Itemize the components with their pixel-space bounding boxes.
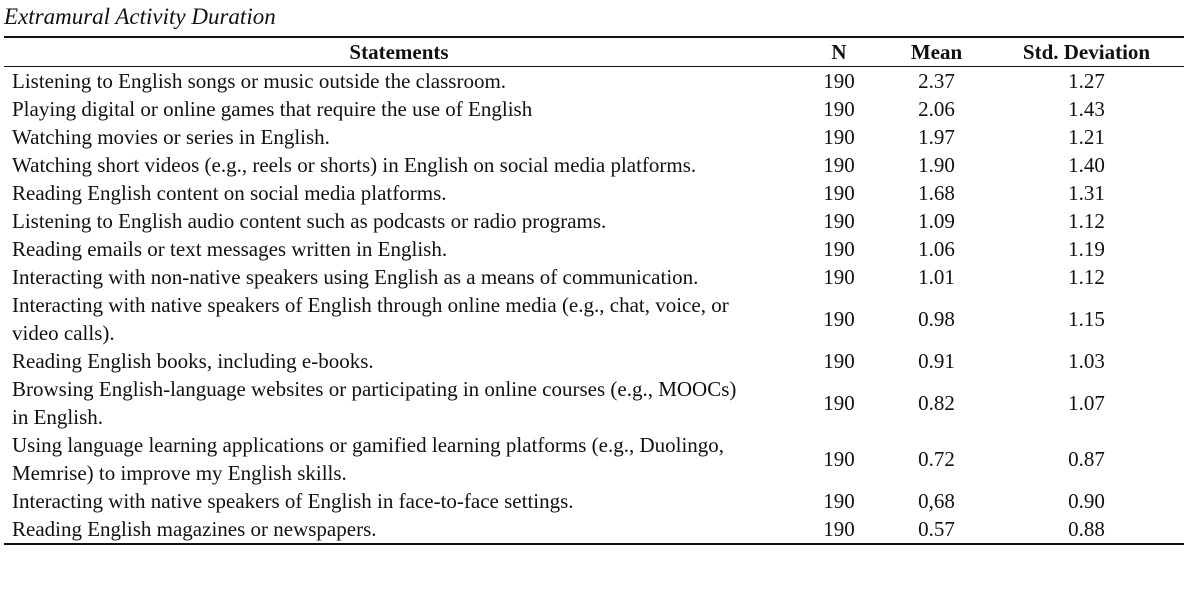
n-cell: 190 bbox=[823, 489, 855, 513]
mean-cell: 0.57 bbox=[918, 517, 955, 541]
mean-cell: 0.91 bbox=[918, 349, 955, 373]
statement-cell: Interacting with non-native speakers using English as a means of communication. bbox=[12, 265, 699, 289]
table-row bbox=[4, 123, 1184, 151]
table-row bbox=[4, 151, 1184, 179]
statistics-table bbox=[4, 36, 1184, 545]
sd-cell: 1.43 bbox=[1068, 97, 1105, 121]
n-cell: 190 bbox=[823, 349, 855, 373]
statement-cell: Reading English content on social media platforms. bbox=[12, 181, 447, 205]
sd-cell: 1.03 bbox=[1068, 349, 1105, 373]
table-body bbox=[4, 67, 1184, 545]
statement-cell: Playing digital or online games that require the use of English bbox=[12, 97, 533, 121]
table-caption: Extramural Activity Duration bbox=[4, 4, 276, 29]
n-cell: 190 bbox=[823, 237, 855, 261]
table-row bbox=[4, 67, 1184, 96]
sd-cell: 1.07 bbox=[1068, 391, 1105, 415]
header-n: N bbox=[831, 40, 847, 64]
sd-cell: 1.19 bbox=[1068, 237, 1105, 261]
table-header bbox=[4, 37, 1184, 67]
sd-cell: 1.21 bbox=[1068, 125, 1105, 149]
n-cell: 190 bbox=[823, 307, 855, 331]
mean-cell: 1.09 bbox=[918, 209, 955, 233]
n-cell: 190 bbox=[823, 517, 855, 541]
statement-cell: Listening to English audio content such as podcasts or radio programs. bbox=[12, 209, 607, 233]
sd-cell: 1.31 bbox=[1068, 181, 1105, 205]
statement-cell: Interacting with native speakers of English through online media (e.g., chat, voice, or video calls). bbox=[12, 293, 729, 345]
sd-cell: 1.12 bbox=[1068, 265, 1105, 289]
n-cell: 190 bbox=[823, 391, 855, 415]
sd-cell: 0.88 bbox=[1068, 517, 1105, 541]
mean-cell: 1.01 bbox=[918, 265, 955, 289]
n-cell: 190 bbox=[823, 97, 855, 121]
statement-cell: Reading English books, including e-books. bbox=[12, 349, 374, 373]
header-row bbox=[4, 37, 1184, 67]
table-row bbox=[4, 431, 1184, 487]
statement-cell: Watching short videos (e.g., reels or shorts) in English on social media platforms. bbox=[12, 153, 697, 177]
header-statements: Statements bbox=[349, 40, 449, 64]
mean-cell: 0,68 bbox=[918, 489, 955, 513]
table-row bbox=[4, 375, 1184, 431]
n-cell: 190 bbox=[823, 181, 855, 205]
n-cell: 190 bbox=[823, 209, 855, 233]
statement-cell: Reading emails or text messages written in English. bbox=[12, 237, 448, 261]
sd-cell: 0.90 bbox=[1068, 489, 1105, 513]
mean-cell: 1.90 bbox=[918, 153, 955, 177]
mean-cell: 2.06 bbox=[918, 97, 955, 121]
sd-cell: 1.15 bbox=[1068, 307, 1105, 331]
statement-cell: Using language learning applications or gamified learning platforms (e.g., Duolingo, Memrise) to improve my English skills. bbox=[12, 433, 725, 485]
sd-cell: 1.12 bbox=[1068, 209, 1105, 233]
mean-cell: 0.72 bbox=[918, 447, 955, 471]
mean-cell: 1.68 bbox=[918, 181, 955, 205]
table-row bbox=[4, 291, 1184, 347]
table-row bbox=[4, 347, 1184, 375]
n-cell: 190 bbox=[823, 69, 855, 93]
statement-cell: Listening to English songs or music outside the classroom. bbox=[12, 69, 507, 93]
mean-cell: 1.06 bbox=[918, 237, 955, 261]
header-std-deviation: Std. Deviation bbox=[1022, 40, 1151, 64]
mean-cell: 1.97 bbox=[918, 125, 955, 149]
n-cell: 190 bbox=[823, 447, 855, 471]
table-row bbox=[4, 207, 1184, 235]
n-cell: 190 bbox=[823, 125, 855, 149]
mean-cell: 2.37 bbox=[918, 69, 955, 93]
table-row bbox=[4, 179, 1184, 207]
n-cell: 190 bbox=[823, 153, 855, 177]
table-row bbox=[4, 235, 1184, 263]
statement-cell: Interacting with native speakers of English in face-to-face settings. bbox=[12, 489, 574, 513]
statement-cell: Watching movies or series in English. bbox=[12, 125, 330, 149]
table-row bbox=[4, 95, 1184, 123]
table-row bbox=[4, 515, 1184, 544]
n-cell: 190 bbox=[823, 265, 855, 289]
header-mean: Mean bbox=[910, 40, 963, 64]
statement-cell: Browsing English-language websites or participating in online courses (e.g., MOOCs) in English. bbox=[12, 377, 737, 429]
statement-cell: Reading English magazines or newspapers. bbox=[12, 517, 377, 541]
mean-cell: 0.82 bbox=[918, 391, 955, 415]
table-row bbox=[4, 263, 1184, 291]
sd-cell: 1.40 bbox=[1068, 153, 1105, 177]
mean-cell: 0.98 bbox=[918, 307, 955, 331]
sd-cell: 1.27 bbox=[1068, 69, 1105, 93]
sd-cell: 0.87 bbox=[1068, 447, 1105, 471]
table-row bbox=[4, 487, 1184, 515]
